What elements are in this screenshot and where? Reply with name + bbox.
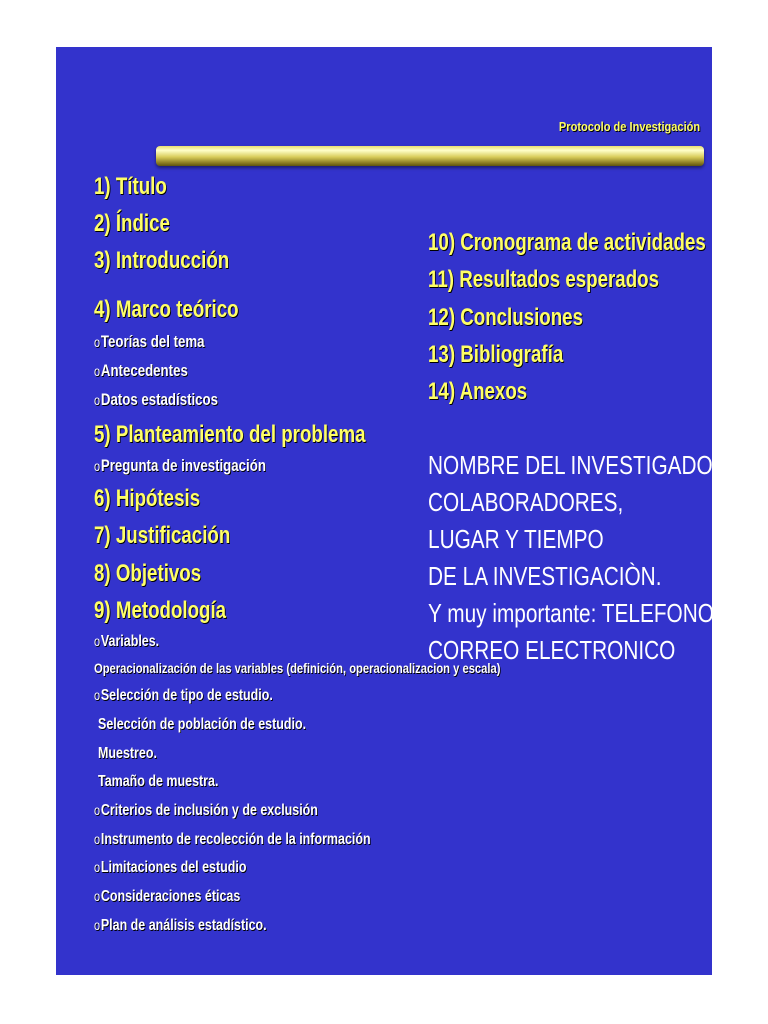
subitem-muestreo: Muestreo. bbox=[98, 745, 157, 762]
info-lugar-tiempo: LUGAR Y TIEMPO bbox=[428, 524, 604, 554]
item-marco-teorico: 4) Marco teórico bbox=[94, 296, 239, 323]
subitem-limitaciones: oLimitaciones del estudio bbox=[94, 859, 247, 876]
bullet-icon: o bbox=[94, 917, 101, 933]
subitem-seleccion-poblacion: Selección de población de estudio. bbox=[98, 716, 307, 733]
bullet-icon: o bbox=[94, 334, 101, 350]
item-introduccion: 3) Introducción bbox=[94, 247, 230, 274]
bullet-icon: o bbox=[94, 831, 101, 847]
subitem-variables: oVariables. bbox=[94, 633, 160, 650]
item-hipotesis: 6) Hipótesis bbox=[94, 485, 201, 512]
subitem-antecedentes: oAntecedentes bbox=[94, 361, 188, 380]
subitem-tamano-muestra: Tamaño de muestra. bbox=[98, 773, 219, 790]
info-investigador: NOMBRE DEL INVESTIGADOR, bbox=[428, 450, 734, 480]
subitem-datos-estadisticos: oDatos estadísticos bbox=[94, 390, 219, 409]
item-conclusiones: 12) Conclusiones bbox=[428, 304, 584, 331]
decorative-rule-bar bbox=[156, 146, 704, 166]
item-indice: 2) Índice bbox=[94, 210, 170, 237]
bullet-icon: o bbox=[94, 363, 101, 379]
subitem-plan-analisis: oPlan de análisis estadístico. bbox=[94, 917, 267, 934]
bullet-icon: o bbox=[94, 633, 101, 649]
bullet-icon: o bbox=[94, 687, 101, 703]
item-objetivos: 8) Objetivos bbox=[94, 560, 202, 587]
bullet-icon: o bbox=[94, 859, 101, 875]
info-correo: CORREO ELECTRONICO bbox=[428, 635, 676, 665]
bullet-icon: o bbox=[94, 888, 101, 904]
item-planteamiento: 5) Planteamiento del problema bbox=[94, 421, 366, 448]
subitem-instrumento: oInstrumento de recolección de la información bbox=[94, 831, 371, 848]
item-bibliografia: 13) Bibliografía bbox=[428, 341, 564, 368]
bullet-icon: o bbox=[94, 458, 101, 474]
subitem-consideraciones: oConsideraciones éticas bbox=[94, 888, 241, 905]
subitem-pregunta: oPregunta de investigación bbox=[94, 456, 266, 475]
item-resultados: 11) Resultados esperados bbox=[428, 266, 659, 293]
item-justificacion: 7) Justificación bbox=[94, 522, 231, 549]
item-metodologia: 9) Metodología bbox=[94, 597, 227, 624]
subitem-criterios: oCriterios de inclusión y de exclusión bbox=[94, 802, 318, 819]
item-cronograma: 10) Cronograma de actividades bbox=[428, 229, 706, 256]
item-anexos: 14) Anexos bbox=[428, 378, 528, 405]
item-titulo: 1) Título bbox=[94, 173, 167, 200]
info-de-la-investigacion: DE LA INVESTIGACIÒN. bbox=[428, 561, 662, 591]
bullet-icon: o bbox=[94, 392, 101, 408]
subitem-teorias: oTeorías del tema bbox=[94, 332, 205, 351]
subitem-operacionalizacion: Operacionalización de las variables (definición, operacionalizacion y escala) bbox=[94, 660, 501, 676]
slide bbox=[56, 47, 734, 975]
subitem-seleccion-tipo: oSelección de tipo de estudio. bbox=[94, 687, 273, 704]
header-title: Protocolo de Investigación bbox=[558, 119, 700, 134]
bullet-icon: o bbox=[94, 802, 101, 818]
info-colaboradores: COLABORADORES, bbox=[428, 487, 624, 517]
info-telefono: Y muy importante: TELEFONO bbox=[428, 598, 714, 628]
